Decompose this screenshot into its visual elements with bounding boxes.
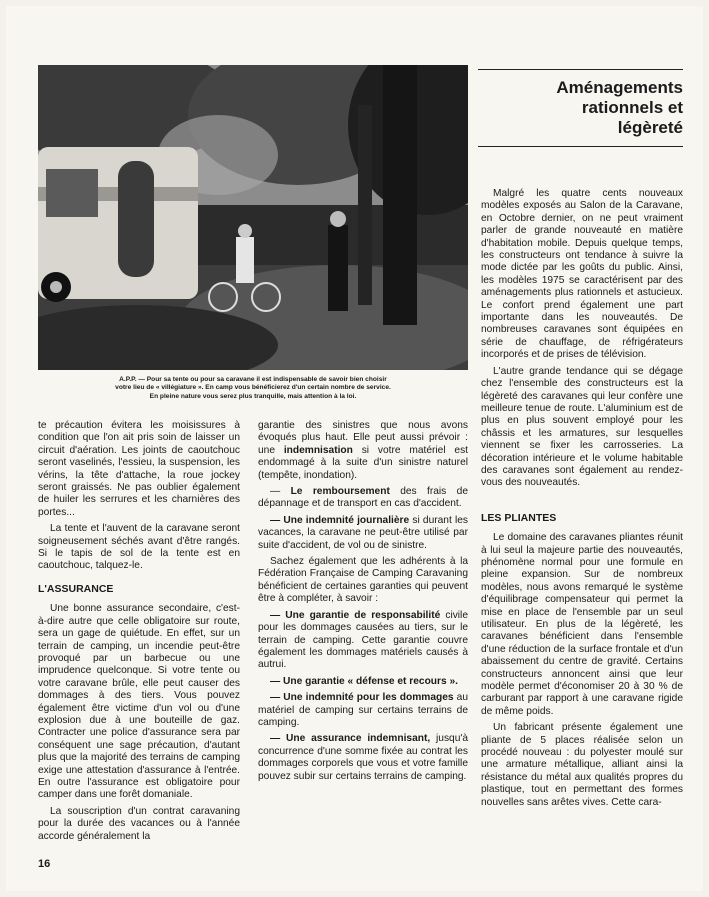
text: des frais de dépannage et de transport en cas d'accident. xyxy=(258,486,468,510)
paragraph: Le domaine des caravanes pliantes réunit à lui seul la majeure partie des nouveautés, phénomène normal pour une formule en pleine expansion. Sur de nombreux modèles, nous avons remarqué le système d'équilibrage compensateur qui permet la mise en place de l'ensemble par un seul utilisateur. En plus de la légèreté, les caravanes bénéficient dans l'ensemble d'une réduction de la surface frontale et d'un abaissement du centre de gravité. Certains constructeurs annoncent ainsi que leur modèle permet d'économiser 20 à 30 % de carburant par rapport à une caravane rigide de même poids. xyxy=(481,532,683,717)
text: jusqu'à concurrence d'une somme fixée au contrat les dommages corporels que vous et votre famille pouvez subir sur certains terrains de camping. xyxy=(258,733,468,782)
paragraph: Malgré les quatre cents nouveaux modèles exposés au Salon de la Caravane, en Octobre dernier, on ne peut vraiment parler de grande nouveauté en matière d'habitation mobile. Depuis quelque temps, les constructeurs ont tendance à suivre la mode dictée par les goûts du public. Ainsi, les modèles 1975 se caractérisent par des aménagements plus rationnels et astucieux. Le confort prend également une part importante dans les nouveautés. De nombreuses caravanes sont équipées en série de chauffage, de réfrigérateurs incorporés et de prises de télévision. xyxy=(481,188,683,361)
paragraph xyxy=(258,515,468,552)
paragraph xyxy=(258,676,468,688)
caravan-forest-photo xyxy=(38,65,468,370)
page-number: 16 xyxy=(38,858,51,870)
paragraph xyxy=(258,420,468,482)
text: si durant les vacances, la caravane ne peut-être utilisé par suite d'accident, de vol ou de sinistre. xyxy=(258,514,468,551)
column-1 xyxy=(38,420,240,847)
subheading-assurance: L'ASSURANCE xyxy=(38,582,114,595)
bold-text: Le remboursement xyxy=(290,486,390,498)
paragraph xyxy=(258,486,468,511)
heading-top-rule xyxy=(478,69,683,70)
paragraph: L'autre grande tendance qui se dégage chez l'ensemble des constructeurs est la légèreté des caravanes qui leur confère une meilleure tenue de route. L'aluminium est de plus en plus souvent employé pour les châssis et les armatures, sur lesquelles viennent se fixer les carrosseries. La décoration intérieure et le volume habitable des caravanes sont également au rendez-vous des nouveautés. xyxy=(481,365,683,489)
text: civile pour les dommages causées au tiers, sur le terrain de camping. Cette garantie couvre également les dommages matériels causés à autrui. xyxy=(258,609,468,671)
text: au matériel de camping sur certains terrains de camping. xyxy=(258,692,468,728)
bold-text: — Une garantie « défense et recours ». xyxy=(270,675,458,687)
heading-line: Aménagements xyxy=(556,78,683,97)
section-heading xyxy=(478,78,683,138)
photo-illustration xyxy=(38,65,468,370)
heading-line: légèreté xyxy=(617,118,683,137)
text: — xyxy=(270,486,291,498)
paragraph: La souscription d'un contrat caravaning pour la durée des vacances ou à l'année accorde généralement la xyxy=(38,805,240,842)
bold-text: indemnisation xyxy=(283,444,353,456)
text: garantie des sinistres que nous avons évoqués plus haut. Elle peut aussi prévoir : une xyxy=(258,420,468,456)
caption-line: En pleine nature vous serez plus tranquille, mais attention à la loi. xyxy=(149,392,357,400)
subheading-pliantes: LES PLIANTES xyxy=(481,511,557,524)
text: si votre matériel est endommagé à la suite d'un sinistre naturel (tempête, inondation). xyxy=(258,444,469,481)
photo-caption xyxy=(38,376,468,401)
bold-text: — Une assurance indemnisant, xyxy=(270,733,431,745)
bold-text: — Une garantie de responsabilité xyxy=(270,609,441,621)
paragraph xyxy=(258,610,468,672)
caption-line: votre lieu de « villégiature ». En camp vous bénéficierez d'un certain nombre de service. xyxy=(115,384,391,392)
paragraph: La tente et l'auvent de la caravane seront soigneusement séchés avant d'être rangés. Si le tapis de sol de la tente est en caoutchouc, talquez-le. xyxy=(38,523,240,572)
paragraph xyxy=(258,692,468,729)
paragraph: Sachez également que les adhérents à la Fédération Française de Camping Caravaning bénéficient de certaines garanties qui peuvent être à compléter, à savoir : xyxy=(258,556,468,605)
paragraph: Un fabricant présente également une pliante de 5 places réalisée selon un procédé nouveau : du polyester moulé sur une armature métallique, alliant ainsi la résistance du métal aux qualités propres du plastique, tout en permettant des formes nouvelles sans arêtes vives. Cette cara- xyxy=(481,722,683,808)
bold-text: — Une indemnité pour les dommages xyxy=(270,692,454,704)
bold-text: — Une indemnité journalière xyxy=(270,514,410,526)
column-3 xyxy=(481,188,683,813)
column-2 xyxy=(258,420,468,787)
caption-line: A.P.P. — Pour sa tente ou pour sa caravane il est indispensable de savoir bien choisir xyxy=(119,376,387,383)
heading-bottom-rule xyxy=(478,146,683,147)
paragraph xyxy=(258,733,468,783)
heading-line: rationnels et xyxy=(581,98,683,117)
paragraph: Une bonne assurance secondaire, c'est-à-dire autre que celle obligatoire sur route, sera un gage de quiétude. En effet, sur un terrain de camping, un incendie peut-être provoqué par un barbecue ou une imprudence quelconque. Si votre tente ou votre caravane brûle, elle peut causer des dommages à des tiers. Vous pouvez également être victime d'un vol ou d'une explosion due à une bouteille de gaz. Contracter une police d'assurance sera par conséquent une sage précaution, d'autant plus que la majorité des terrains de camping exige une attestation d'assurance à l'entrée. En outre l'assurance est obligatoire pour camper dans une forêt domaniale. xyxy=(38,603,240,801)
paragraph: te précaution évitera les moisissures à condition que l'on ait pris soin de laisser un circuit d'aération. Les joints de caoutchouc seront vaselinés, l'essieu, la suspension, les vérins, la tête d'attache, la roue jockey seront graissés. Ne pas oublier également de huiler les serrures et les charnières des portes... xyxy=(38,420,240,518)
